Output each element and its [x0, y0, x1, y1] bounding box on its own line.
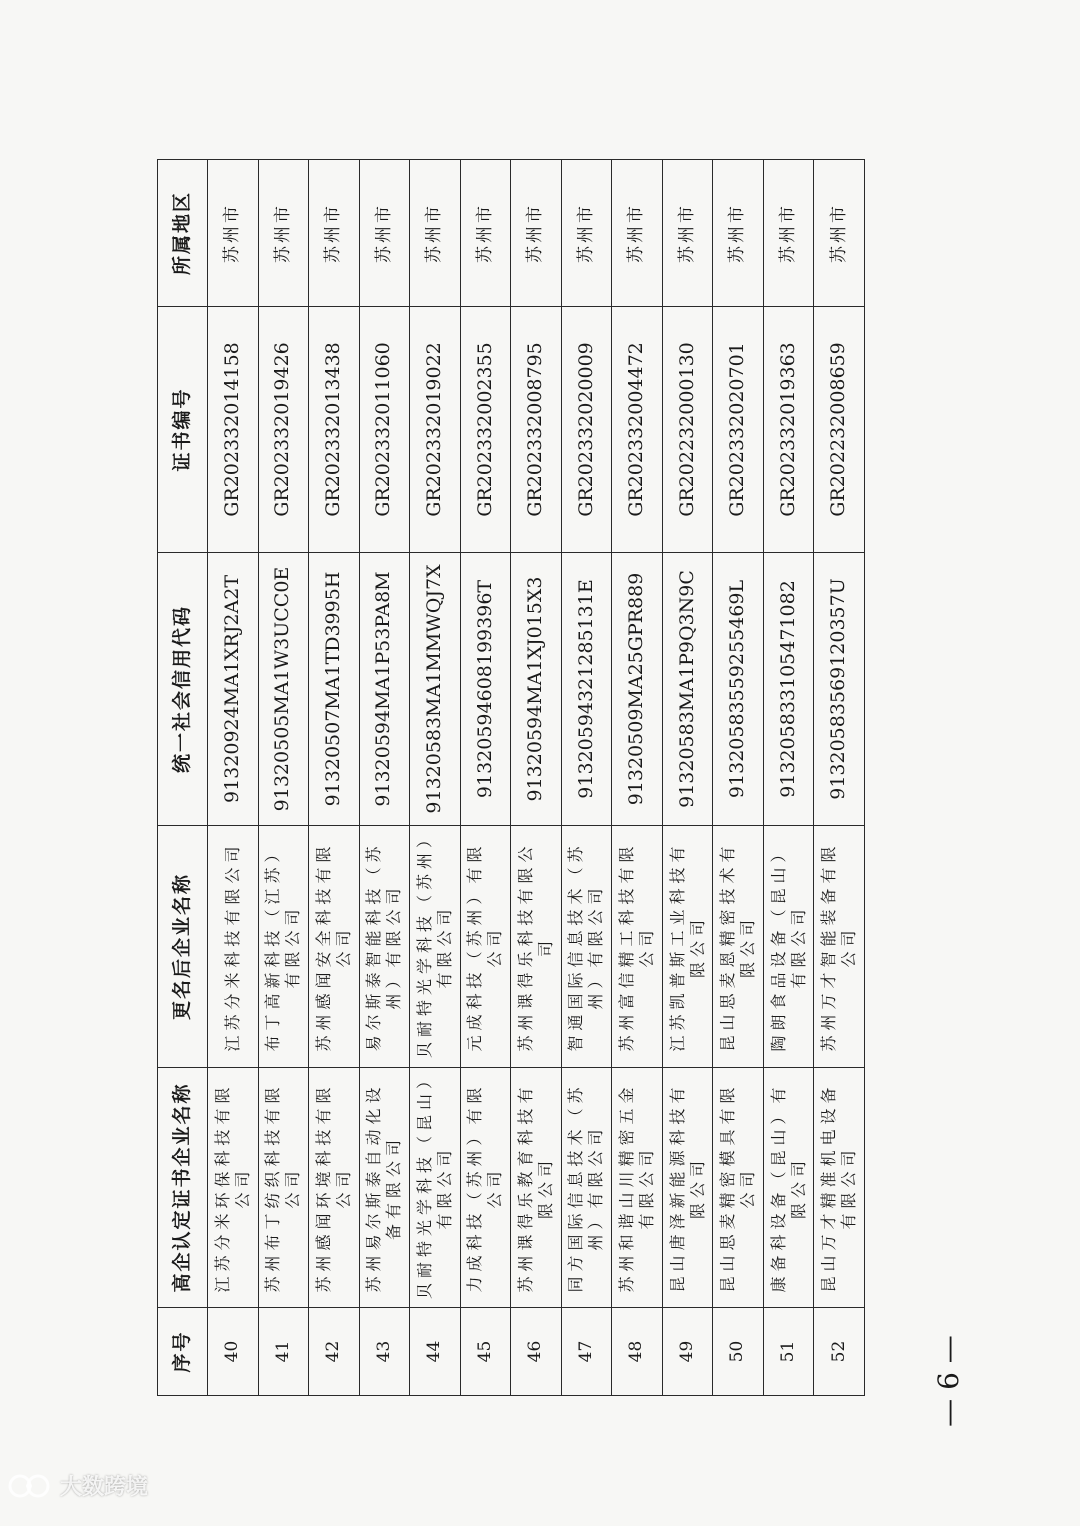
header-area: 所属地区	[158, 160, 208, 307]
cell-credit-code: 91320583310547108​2	[763, 553, 814, 826]
header-original-name: 高企认定证书企业名称	[158, 1068, 208, 1308]
cell-area: 苏州市	[410, 160, 461, 307]
cell-credit-code: 913205946081993​96T	[460, 553, 511, 826]
cell-cert-no: GR202332020701	[713, 307, 764, 553]
cell-seq: 45	[460, 1308, 511, 1396]
table-row	[662, 160, 713, 1396]
header-cert-no: 证书编号	[158, 307, 208, 553]
cell-original-name: 昆山唐泽新能源科技有限公司	[662, 1068, 713, 1308]
cell-credit-code: 91320505MA1W3UCC0E	[258, 553, 309, 826]
table-row	[460, 160, 511, 1396]
cell-new-name: 江苏分米科技有限公司	[208, 826, 259, 1068]
cell-cert-no: GR202332004472	[612, 307, 663, 553]
cell-seq: 46	[511, 1308, 562, 1396]
cell-seq: 51	[763, 1308, 814, 1396]
table-row	[713, 160, 764, 1396]
cell-area: 苏州市	[662, 160, 713, 307]
table-row	[410, 160, 461, 1396]
cell-cert-no: GR202332019426	[258, 307, 309, 553]
cell-cert-no: GR202332020009	[561, 307, 612, 553]
cell-credit-code: 91320509MA25GPR889	[612, 553, 663, 826]
cell-credit-code: 91320924MA1XRJ2A2T	[208, 553, 259, 826]
table-row	[814, 160, 865, 1396]
cell-cert-no: GR202332002355	[460, 307, 511, 553]
cell-seq: 43	[359, 1308, 410, 1396]
cell-seq: 42	[309, 1308, 360, 1396]
cell-area: 苏州市	[763, 160, 814, 307]
table-row	[612, 160, 663, 1396]
cell-cert-no: GR202332008795	[511, 307, 562, 553]
cell-cert-no: GR202332014158	[208, 307, 259, 553]
cell-credit-code: 91320583569120357U	[814, 553, 865, 826]
cell-original-name: 苏州易尔斯泰自动化设备有限公司	[359, 1068, 410, 1308]
cell-original-name: 苏州和谐山川精密五金有限公司	[612, 1068, 663, 1308]
cell-seq: 47	[561, 1308, 612, 1396]
cell-seq: 41	[258, 1308, 309, 1396]
table-row	[763, 160, 814, 1396]
watermark	[6, 1470, 148, 1501]
cell-new-name: 陶朗食品设备（昆山）有限公司	[763, 826, 814, 1068]
cell-seq: 40	[208, 1308, 259, 1396]
cell-area: 苏州市	[258, 160, 309, 307]
cell-original-name: 同方国际信息技术（苏州）有限公司	[561, 1068, 612, 1308]
cell-area: 苏州市	[309, 160, 360, 307]
page-number: — 6 —	[931, 1335, 965, 1427]
cell-credit-code: 91320594MA1P53PA8M	[359, 553, 410, 826]
cell-area: 苏州市	[511, 160, 562, 307]
cell-new-name: 易尔斯泰智能科技（苏州）有限公司	[359, 826, 410, 1068]
cell-seq: 44	[410, 1308, 461, 1396]
table-row	[359, 160, 410, 1396]
cell-new-name: 元成科技（苏州）有限公司	[460, 826, 511, 1068]
cell-original-name: 苏州感闻环境科技有限公司	[309, 1068, 360, 1308]
cell-new-name: 贝耐特光学科技（苏州）有限公司	[410, 826, 461, 1068]
watermark-logo-icon	[6, 1471, 54, 1501]
cell-original-name: 康备科设备（昆山）有限公司	[763, 1068, 814, 1308]
cell-area: 苏州市	[460, 160, 511, 307]
cell-area: 苏州市	[713, 160, 764, 307]
cell-area: 苏州市	[814, 160, 865, 307]
cell-area: 苏州市	[359, 160, 410, 307]
watermark-text: 大数跨境	[60, 1475, 149, 1500]
cell-cert-no: GR202332019363	[763, 307, 814, 553]
table-header-row	[158, 160, 208, 1396]
cell-credit-code: 91320594MA1XJ015X3	[511, 553, 562, 826]
cell-credit-code: 91320583MA1MMWQJ7X	[410, 553, 461, 826]
rotated-table-container	[157, 160, 865, 1396]
table-row	[561, 160, 612, 1396]
cell-cert-no: GR202232008659	[814, 307, 865, 553]
cell-new-name: 江苏凯普斯工业科技有限公司	[662, 826, 713, 1068]
cell-cert-no: GR202332011060	[359, 307, 410, 553]
table-row	[309, 160, 360, 1396]
cell-new-name: 苏州富信精工科技有限公司	[612, 826, 663, 1068]
cell-credit-code: 91320594321285131E	[561, 553, 612, 826]
cell-area: 苏州市	[208, 160, 259, 307]
cell-original-name: 力成科技（苏州）有限公司	[460, 1068, 511, 1308]
cell-cert-no: GR202232000130	[662, 307, 713, 553]
cell-credit-code: 91320583559255469L	[713, 553, 764, 826]
cell-cert-no: GR202332019022	[410, 307, 461, 553]
cell-new-name: 苏州课得乐科技有限公司	[511, 826, 562, 1068]
cell-seq: 52	[814, 1308, 865, 1396]
cell-new-name: 苏州感闻安全科技有限公司	[309, 826, 360, 1068]
enterprise-rename-table	[157, 159, 865, 1396]
table-row	[258, 160, 309, 1396]
cell-original-name: 江苏分米环保科技有限公司	[208, 1068, 259, 1308]
cell-area: 苏州市	[612, 160, 663, 307]
table-row	[208, 160, 259, 1396]
cell-original-name: 苏州布丁纺织科技有限公司	[258, 1068, 309, 1308]
cell-seq: 48	[612, 1308, 663, 1396]
cell-seq: 49	[662, 1308, 713, 1396]
cell-new-name: 智通国际信息技术（苏州）有限公司	[561, 826, 612, 1068]
cell-original-name: 昆山思麦精密模具有限公司	[713, 1068, 764, 1308]
cell-original-name: 苏州课得乐教育科技有限公司	[511, 1068, 562, 1308]
cell-new-name: 布丁高新科技（江苏）有限公司	[258, 826, 309, 1068]
cell-cert-no: GR202332013438	[309, 307, 360, 553]
cell-seq: 50	[713, 1308, 764, 1396]
cell-new-name: 昆山思麦恩精密技术有限公司	[713, 826, 764, 1068]
cell-area: 苏州市	[561, 160, 612, 307]
header-new-name: 更名后企业名称	[158, 826, 208, 1068]
cell-original-name: 昆山万才精准机电设备有限公司	[814, 1068, 865, 1308]
cell-credit-code: 91320507MA1TD3995H	[309, 553, 360, 826]
cell-original-name: 贝耐特光学科技（昆山）有限公司	[410, 1068, 461, 1308]
cell-new-name: 苏州万才智能装备有限公司	[814, 826, 865, 1068]
header-credit-code: 统一社会信用代码	[158, 553, 208, 826]
header-seq: 序号	[158, 1308, 208, 1396]
table-row	[511, 160, 562, 1396]
cell-credit-code: 91320583MA1P9Q3N9C	[662, 553, 713, 826]
